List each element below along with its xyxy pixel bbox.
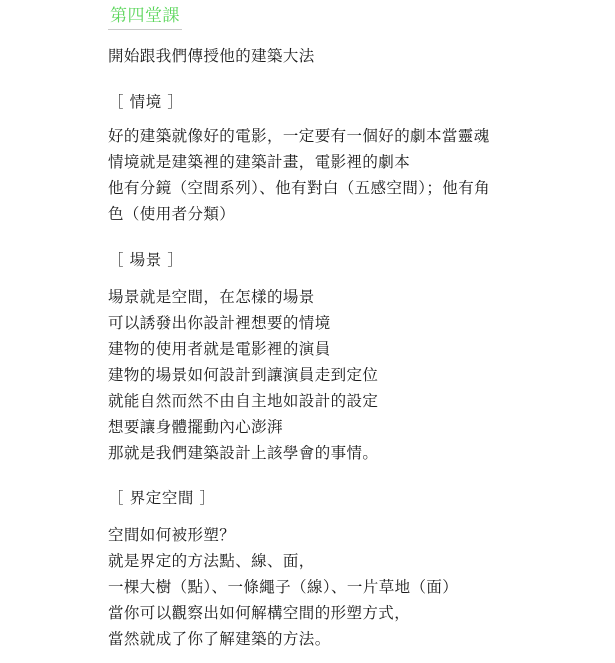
text-line: 好的建築就像好的電影，一定要有一個好的劇本當靈魂	[108, 127, 490, 145]
text-line: 場景就是空間，在怎樣的場景	[108, 288, 315, 306]
lesson-intro: 開始跟我們傳授他的建築大法	[108, 47, 315, 65]
section-heading-defining-space: ［ 界定空間 ］	[108, 489, 216, 507]
lesson-title: 第四堂課	[108, 3, 182, 30]
text-line: 空間如何被形塑？	[108, 526, 236, 544]
text-line: 色（使用者分類）	[108, 205, 236, 223]
text-line: 當然就成了你了解建築的方法。	[108, 630, 331, 648]
text-line: 想要讓身體擺動內心澎湃	[108, 418, 283, 436]
section-heading-setting: ［ 場景 ］	[108, 251, 184, 269]
text-line: 當你可以觀察出如何解構空間的形塑方式，	[108, 604, 411, 622]
text-line: 情境就是建築裡的建築計畫，電影裡的劇本	[108, 153, 411, 171]
section-body-setting	[108, 284, 378, 466]
section-body-defining-space	[108, 522, 458, 652]
text-line: 那就是我們建築設計上該學會的事情。	[108, 444, 379, 462]
text-line: 一棵大樹（點）、一條繩子（線）、一片草地（面）	[108, 578, 459, 596]
text-line: 他有分鏡（空間系列）、他有對白（五感空間）；他有角	[108, 179, 491, 197]
section-heading-scenario: ［ 情境 ］	[108, 93, 184, 111]
text-line: 就能自然而然不由自主地如設計的設定	[108, 392, 379, 410]
section-body-scenario	[108, 123, 490, 227]
text-line: 建物的場景如何設計到讓演員走到定位	[108, 366, 379, 384]
text-line: 就是界定的方法點、線、面，	[108, 552, 315, 570]
text-line: 建物的使用者就是電影裡的演員	[108, 340, 331, 358]
text-line: 可以誘發出你設計裡想要的情境	[108, 314, 331, 332]
